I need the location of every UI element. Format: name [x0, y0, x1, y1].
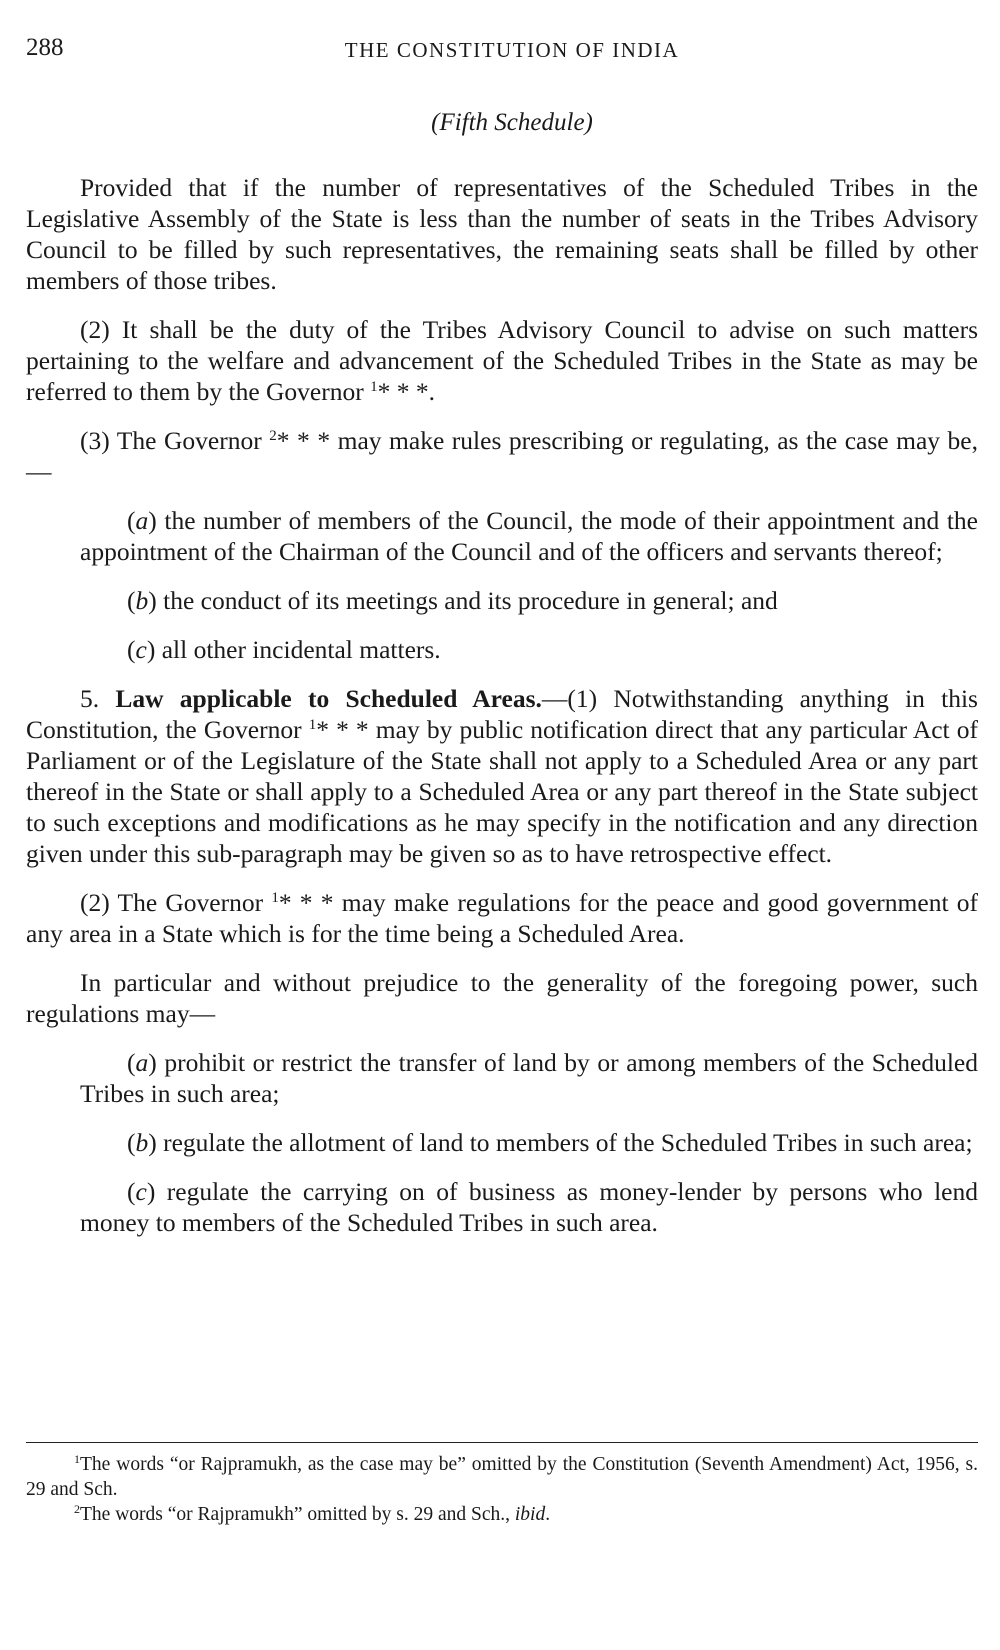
- in-particular-paragraph: In particular and without prejudice to the generality of the foregoing power, such regulations may—: [26, 968, 978, 1028]
- clause-marker: b: [135, 1128, 149, 1157]
- footnote-1-text: The words “or Rajpramukh, as the case may be” omitted by the Constitution (Seventh Amendment) Act, 1956, s. 29 and Sch.: [26, 1454, 978, 1500]
- clause-3-tail: * * * may make rules prescribing or regulating, as the case may be,—: [26, 426, 978, 486]
- clause-5-2a-text: prohibit or restrict the transfer of land by or among members of the Scheduled Tribes in such area;: [80, 1048, 978, 1108]
- clause-3a-text: the number of members of the Council, the mode of their appointment and the appointment of the Chairman of the Council and of the officers and servants thereof;: [80, 506, 978, 566]
- footnote-ref-1[interactable]: 1: [370, 379, 378, 395]
- clause-5-2c-text: regulate the carrying on of business as money-lender by persons who lend money to members of the Scheduled Tribes in such area.: [80, 1177, 978, 1237]
- footnote-ref-1[interactable]: 1: [308, 717, 317, 733]
- section-5-2-paragraph: [26, 887, 978, 949]
- proviso-paragraph: Provided that if the number of representatives of the Scheduled Tribes in the Legislative Assembly of the State is less than the number of seats in the Tribes Advisory Council to be filled by such representatives, the remaining seats shall be filled by other members of those tribes.: [26, 173, 978, 295]
- clause-marker: c: [135, 635, 147, 664]
- clause-marker: b: [135, 586, 149, 615]
- clause-5-2c: (c) regulate the carrying on of business as money-lender by persons who lend money to members of the Scheduled Tribes in such area.: [80, 1177, 978, 1237]
- clause-3c-text: all other incidental matters.: [155, 635, 441, 664]
- running-title: THE CONSTITUTION OF INDIA: [344, 38, 680, 62]
- clause-marker: a: [135, 1048, 149, 1077]
- clause-3b: (b) the conduct of its meetings and its procedure in general; and: [127, 586, 778, 615]
- clause-3a: (a) the number of members of the Council, the mode of their appointment and the appointment of the Chairman of the Council and of the officers and servants thereof;: [80, 506, 978, 566]
- page-header: [26, 34, 978, 70]
- clause-5-2b-text: regulate the allotment of land to members of the Scheduled Tribes in such area;: [156, 1128, 973, 1157]
- clause-5-2b: (b) regulate the allotment of land to members of the Scheduled Tribes in such area;: [127, 1128, 973, 1157]
- footnote-divider: [26, 1442, 978, 1443]
- footnote-2-end: .: [545, 1504, 551, 1525]
- footnote-1-number: 1: [74, 1452, 80, 1466]
- clause-2-tail: * * *.: [377, 377, 435, 406]
- section-5-tail: * * * may by public notification direct that any particular Act of Parliament or of the Legislature of the State shall not apply to a Scheduled Area or any part thereof in the State or shall apply to a Scheduled Area or any part thereof in the State subject to such exceptions and modifications as he may specify in the notification and any direction given under this sub-paragraph may be given so as to have retrospective effect.: [26, 715, 978, 868]
- section-5-text: —(1) Notwithstanding anything in this Constitution, the Governor: [26, 684, 978, 744]
- schedule-label: (Fifth Schedule): [431, 109, 593, 136]
- clause-marker: a: [135, 506, 149, 535]
- footnote-2: [26, 1502, 978, 1527]
- page-number: 288: [26, 34, 64, 61]
- footnote-ref-2[interactable]: 2: [269, 428, 277, 444]
- clause-3c: (c) all other incidental matters.: [127, 635, 441, 664]
- footnote-2-number: 2: [74, 1502, 80, 1516]
- footnote-2-text: The words “or Rajpramukh” omitted by s. 29 and Sch.,: [80, 1504, 515, 1525]
- document-page: [26, 0, 978, 1650]
- section-5-2-tail: * * * may make regulations for the peace and good government of any area in a State which is for the time being a Scheduled Area.: [26, 888, 978, 948]
- document-body: [26, 172, 978, 1256]
- clause-3-text: (3) The Governor: [80, 426, 270, 455]
- clause-3-paragraph: [26, 425, 978, 487]
- footnotes: [26, 1452, 978, 1527]
- section-5-paragraph: [26, 683, 978, 869]
- footnote-1: [26, 1452, 978, 1502]
- clause-2-paragraph: [26, 314, 978, 407]
- section-5-heading: Law applicable to Scheduled Areas.: [115, 684, 542, 713]
- section-5-2-text: (2) The Governor: [80, 888, 272, 917]
- clause-2-text: (2) It shall be the duty of the Tribes Advisory Council to advise on such matters pertaining to the welfare and advancement of the Scheduled Tribes in the State as may be referred to them by the Governor: [26, 315, 978, 406]
- footnote-2-ibid: ibid: [514, 1504, 546, 1525]
- clause-5-2a: (a) prohibit or restrict the transfer of land by or among members of the Scheduled Tribes in such area;: [80, 1048, 978, 1108]
- clause-marker: c: [135, 1177, 147, 1206]
- clause-3b-text: the conduct of its meetings and its procedure in general; and: [156, 586, 778, 615]
- footnote-ref-1[interactable]: 1: [271, 890, 279, 906]
- section-5-number: 5.: [80, 684, 116, 713]
